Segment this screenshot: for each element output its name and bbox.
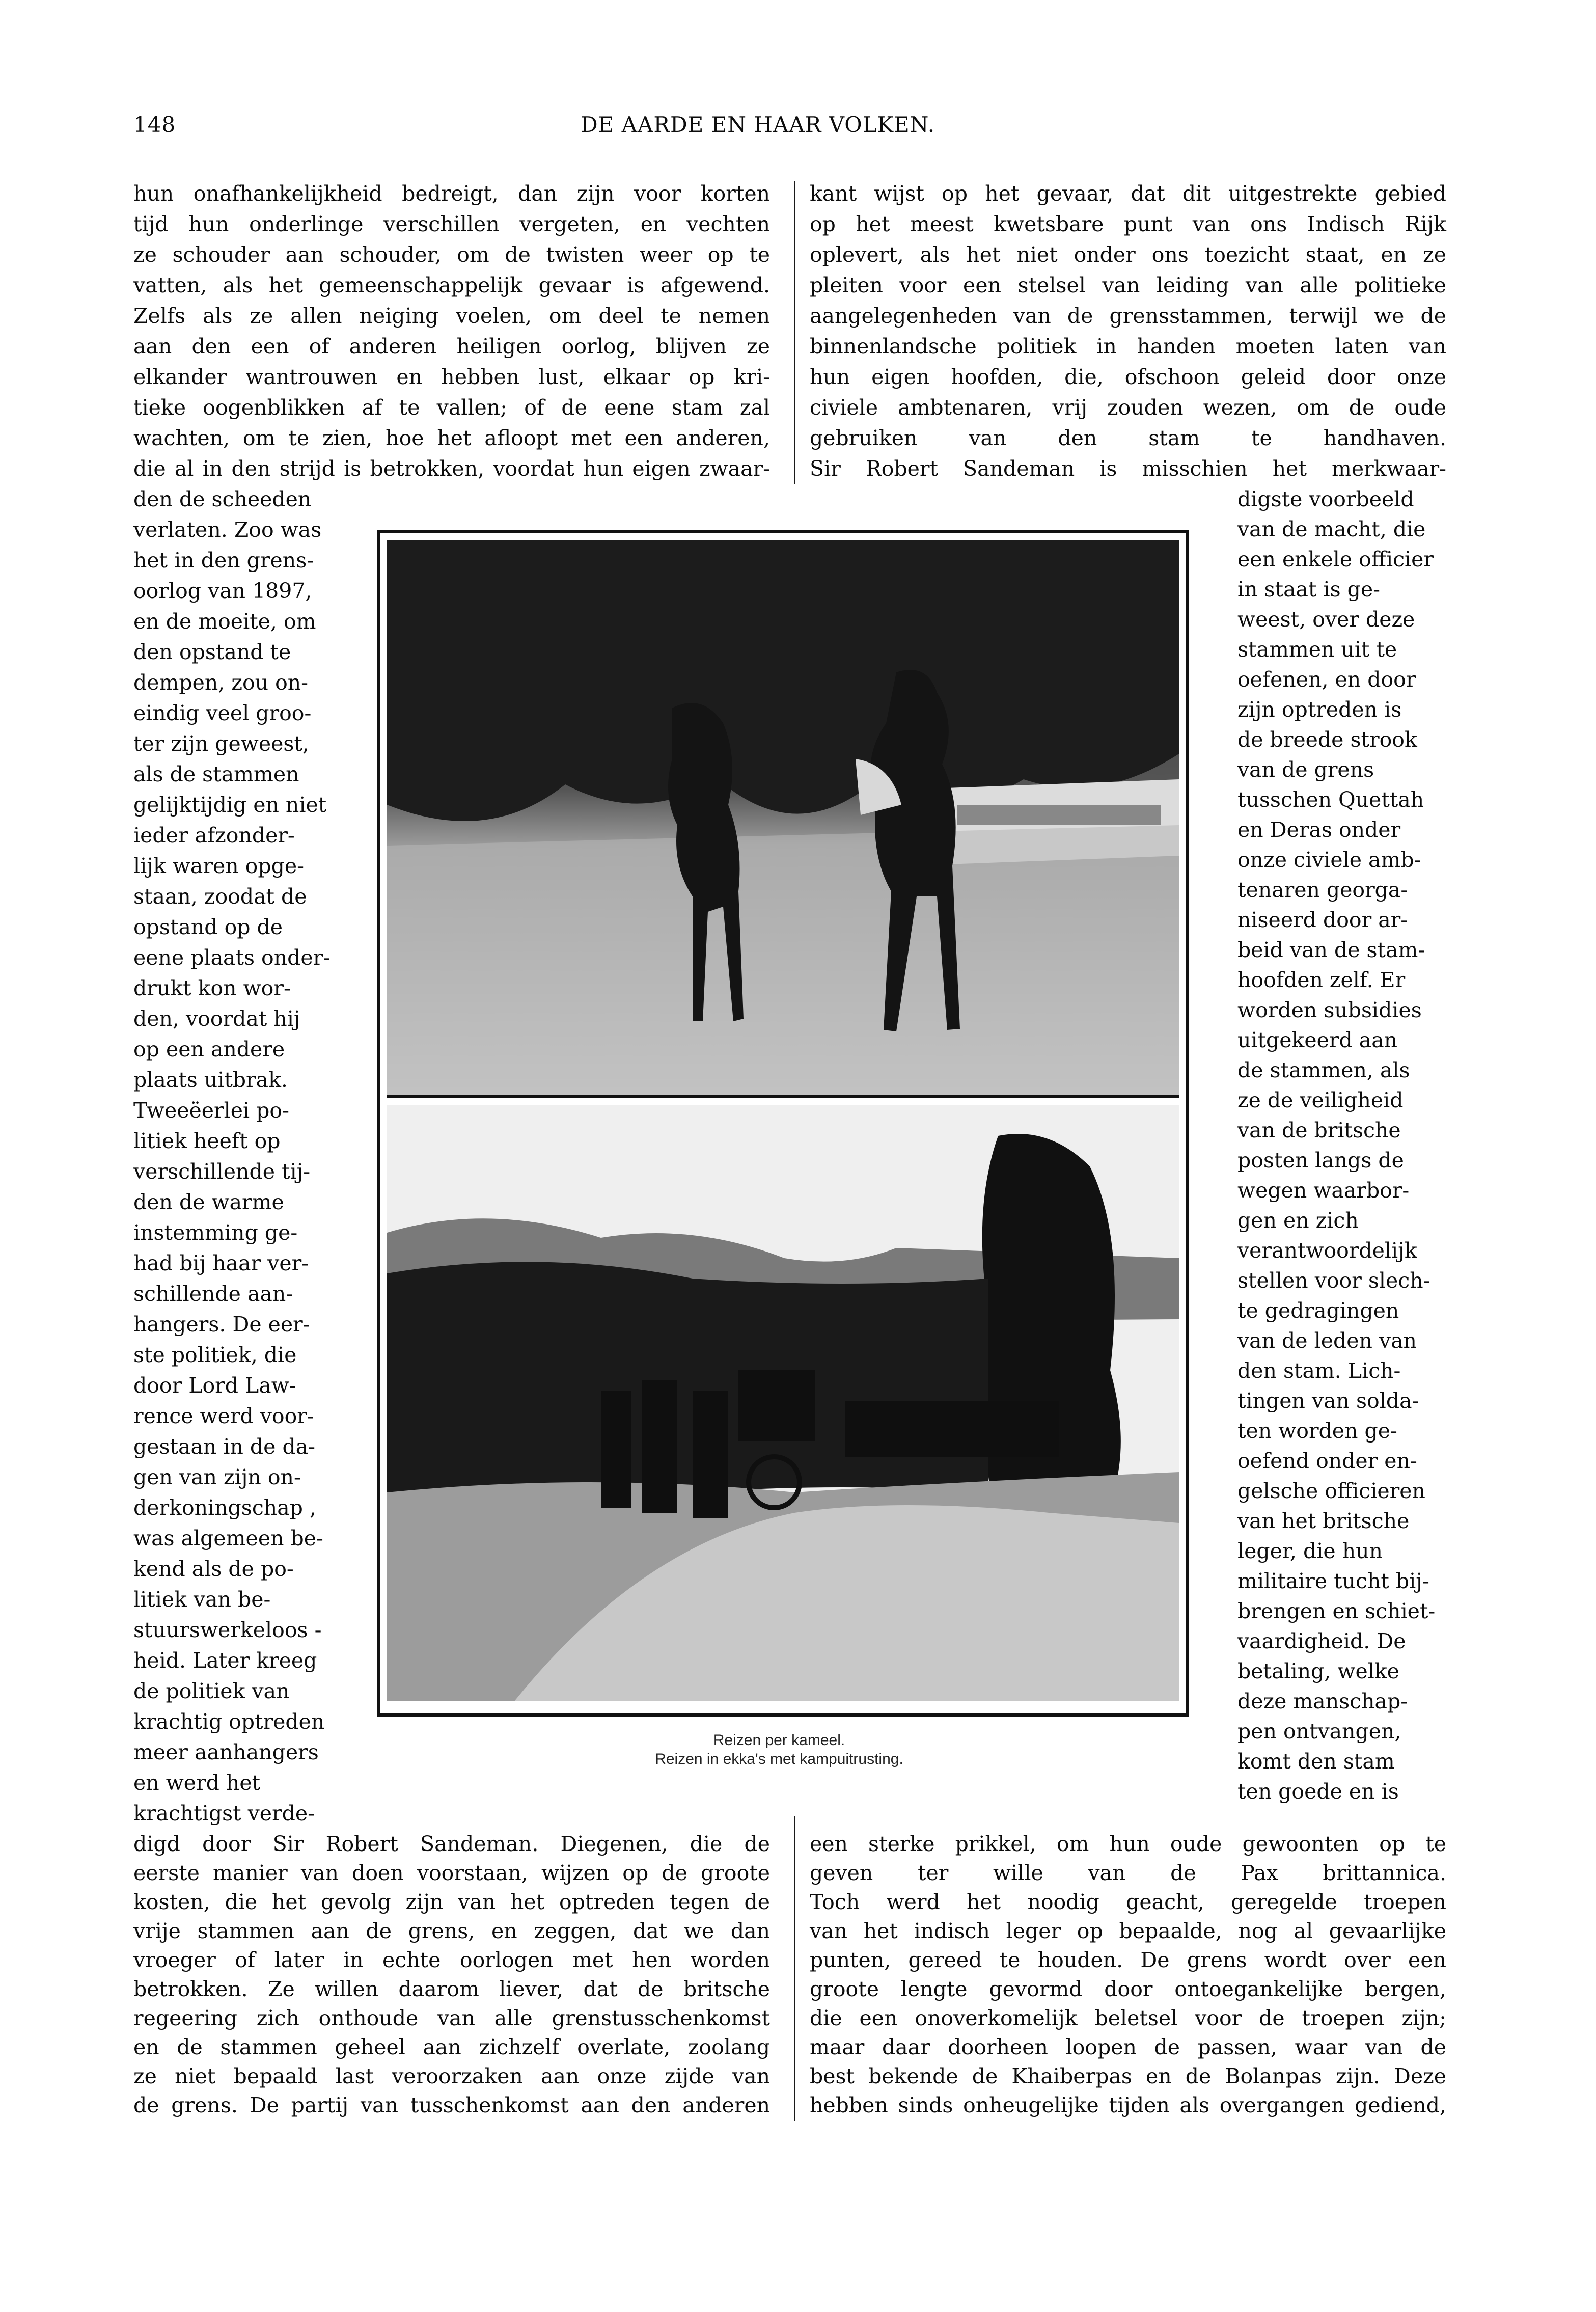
text-line: verschillende tij- (133, 1159, 311, 1184)
text-line: schillende aan- (133, 1282, 293, 1306)
text-line: hangers. De eer- (133, 1312, 310, 1337)
photo-caption-bottom: Reizen in ekka's met kampuitrusting. (655, 1751, 903, 1767)
text-line: tieke oogenblikken af te vallen; of de eene stam zal (133, 395, 770, 420)
text-line: lijk waren opge- (133, 854, 304, 878)
text-line: Sir Robert Sandeman is misschien het merkwaar- (810, 456, 1446, 481)
text-line: wachten, om te zien, hoe het afloopt met een anderen, (133, 426, 770, 450)
text-line: van het britsche (1237, 1509, 1410, 1533)
text-line: leger, die hun (1237, 1539, 1383, 1563)
text-line: pen ontvangen, (1237, 1719, 1401, 1744)
text-line: Toch werd het noodig geacht, geregelde troepen (810, 1890, 1446, 1914)
text-line: hun eigen hoofden, die, ofschoon geleid door onze (810, 365, 1446, 389)
text-line: civiele ambtenaren, vrij zouden wezen, om de oude (810, 395, 1446, 420)
text-line: militaire tucht bij- (1237, 1569, 1429, 1593)
text-line: ten goede en is (1237, 1779, 1399, 1804)
ekka-photo-image (387, 1105, 1179, 1701)
text-line: hun onafhankelijkheid bedreigt, dan zijn voor korten (133, 181, 770, 206)
text-line: kosten, die het gevolg zijn van het optreden tegen de (133, 1890, 770, 1914)
text-line: litiek van be- (133, 1587, 271, 1612)
text-line: stammen uit te (1237, 637, 1397, 662)
text-line: dempen, zou on- (133, 670, 309, 695)
text-line: had bij haar ver- (133, 1251, 309, 1275)
text-line: instemming ge- (133, 1220, 298, 1245)
text-line: stellen voor slech- (1237, 1268, 1430, 1293)
running-title: DE AARDE EN HAAR VOLKEN. (581, 112, 935, 137)
text-line: opstand op de (133, 915, 283, 939)
text-line: gelsche officieren (1237, 1479, 1425, 1503)
text-line: de politiek van (133, 1679, 290, 1703)
text-line: de stammen, als (1237, 1058, 1410, 1082)
text-line: aan den een of anderen heiligen oorlog, blijven ze (133, 334, 770, 359)
text-line: op een andere (133, 1037, 285, 1062)
text-line: vatten, als het gemeenschappelijk gevaar is afgewend. (133, 273, 770, 297)
text-line: weest, over deze (1237, 607, 1415, 632)
text-line: vaardigheid. De (1237, 1629, 1406, 1653)
text-line: van de britsche (1237, 1118, 1401, 1143)
text-line: binnenlandsche politiek in handen moeten laten van (810, 334, 1446, 359)
text-line: krachtigst verde- (133, 1801, 315, 1826)
text-line: een sterke prikkel, om hun oude gewoonten op te (810, 1832, 1446, 1856)
text-line: uitgekeerd aan (1237, 1028, 1398, 1052)
text-line: van het indisch leger op bepaalde, nog al gevaarlijke (810, 1919, 1446, 1943)
text-line: regeering zich onthoude van alle grenstusschenkomst (133, 2006, 770, 2030)
text-line: van de grens (1237, 757, 1374, 782)
text-line: de grens. De partij van tusschenkomst aan den anderen (133, 2093, 770, 2117)
text-line: ten worden ge- (1237, 1419, 1397, 1443)
text-line: onze civiele amb- (1237, 848, 1421, 872)
text-line: aangelegenheden van de grensstammen, terwijl we de (810, 304, 1446, 328)
text-line: van de leden van (1237, 1328, 1417, 1353)
text-line: niseerd door ar- (1237, 908, 1408, 932)
text-line: ze niet bepaald last veroorzaken aan onze zijde van (133, 2064, 770, 2088)
text-line: als de stammen (133, 762, 299, 786)
text-line: ter zijn geweest, (133, 731, 309, 756)
text-line: staan, zoodat de (133, 884, 307, 909)
text-line: Zelfs als ze allen neiging voelen, om deel te nemen (133, 304, 770, 328)
text-line: kant wijst op het gevaar, dat dit uitgestrekte gebied (810, 181, 1446, 206)
text-line: een enkele officier (1237, 547, 1434, 572)
photo-frame (377, 530, 1189, 1717)
text-line: oefend onder en- (1237, 1449, 1417, 1473)
text-line: en de stammen geheel aan zichzelf overlate, zoolang (133, 2035, 770, 2059)
text-line: pleiten voor een stelsel van leiding van alle politieke (810, 273, 1446, 297)
text-line: oefenen, en door (1237, 667, 1416, 692)
text-line: drukt kon wor- (133, 976, 291, 1000)
text-line: hoofden zelf. Er (1237, 968, 1406, 992)
text-line: tijd hun onderlinge verschillen vergeten, en vechten (133, 212, 770, 236)
photo-caption-top: Reizen per kameel. (713, 1732, 845, 1749)
text-line: punten, gereed te houden. De grens wordt over een (810, 1948, 1446, 1972)
text-line: en de moeite, om (133, 609, 316, 634)
text-line: oplevert, als het niet onder ons toezicht staat, en ze (810, 242, 1446, 267)
text-line: vrije stammen aan de grens, en zeggen, dat we dan (133, 1919, 770, 1943)
text-line: betaling, welke (1237, 1659, 1399, 1683)
text-line: eerste manier van doen voorstaan, wijzen op de groote (133, 1861, 770, 1885)
text-line: tingen van solda- (1237, 1389, 1419, 1413)
text-line: de breede strook (1237, 727, 1417, 752)
text-line: oorlog van 1897, (133, 579, 312, 603)
text-line: brengen en schiet- (1237, 1599, 1436, 1623)
text-line: die al in den strijd is betrokken, voordat hun eigen zwaar- (133, 456, 770, 481)
text-line: tenaren georga- (1237, 878, 1408, 902)
text-line: deze manschap- (1237, 1689, 1408, 1713)
text-line: den de warme (133, 1190, 284, 1214)
text-line: betrokken. Ze willen daarom liever, dat de britsche (133, 1977, 770, 2001)
text-line: en werd het (133, 1771, 261, 1795)
camel-photo-image (387, 540, 1179, 1095)
text-line: komt den stam (1237, 1749, 1395, 1774)
text-line: beid van de stam- (1237, 938, 1425, 962)
text-line: best bekende de Khaiberpas en de Bolanpas zijn. Deze (810, 2064, 1446, 2088)
text-line: posten langs de (1237, 1148, 1404, 1173)
text-line: meer aanhangers (133, 1740, 319, 1764)
text-line: en Deras onder (1237, 818, 1401, 842)
text-line: gen van zijn on- (133, 1465, 301, 1489)
text-line: gestaan in de da- (133, 1434, 315, 1459)
text-line: krachtig optreden (133, 1709, 325, 1734)
text-line: ieder afzonder- (133, 823, 295, 848)
text-line: Tweeëerlei po- (133, 1098, 289, 1123)
text-line: den opstand te (133, 640, 291, 664)
text-line: digd door Sir Robert Sandeman. Diegenen, die de (133, 1832, 770, 1856)
column-divider-top (794, 181, 795, 484)
text-line: verlaten. Zoo was (133, 518, 322, 542)
text-line: vroeger of later in echte oorlogen met hen worden (133, 1948, 770, 1972)
text-line: ste politiek, die (133, 1343, 297, 1367)
text-line: eindig veel groo- (133, 701, 312, 725)
text-line: verantwoordelijk (1237, 1238, 1417, 1263)
text-line: den, voordat hij (133, 1007, 300, 1031)
ekka-photo (387, 1105, 1179, 1701)
text-line: maar daar doorheen loopen de passen, waar van de (810, 2035, 1446, 2059)
text-line: worden subsidies (1237, 998, 1422, 1022)
text-line: zijn optreden is (1237, 697, 1402, 722)
text-line: te gedragingen (1237, 1298, 1399, 1323)
text-line: gebruiken van den stam te handhaven. (810, 426, 1446, 450)
text-line: stuurswerkeloos - (133, 1618, 322, 1642)
page-number: 148 (133, 112, 176, 137)
text-line: die een onoverkomelijk beletsel voor de troepen zijn; (810, 2006, 1446, 2030)
column-divider-bottom (794, 1816, 795, 2121)
text-line: tusschen Quettah (1237, 787, 1424, 812)
text-line: door Lord Law- (133, 1373, 296, 1398)
text-line: litiek heeft op (133, 1129, 281, 1153)
text-line: derkoningschap , (133, 1495, 316, 1520)
text-line: den de scheeden (133, 487, 312, 511)
text-line: kend als de po- (133, 1557, 294, 1581)
text-line: ze de veiligheid (1237, 1088, 1404, 1112)
text-line: was algemeen be- (133, 1526, 323, 1551)
camel-photo (387, 540, 1179, 1098)
text-line: in staat is ge- (1237, 577, 1381, 602)
text-line: ze schouder aan schouder, om de twisten weer op te (133, 242, 770, 267)
text-line: gen en zich (1237, 1208, 1359, 1233)
text-line: plaats uitbrak. (133, 1068, 288, 1092)
text-line: eene plaats onder- (133, 945, 331, 970)
text-line: rence werd voor- (133, 1404, 314, 1428)
text-line: heid. Later kreeg (133, 1648, 317, 1673)
text-line: het in den grens- (133, 548, 314, 573)
text-line: elkander wantrouwen en hebben lust, elkaar op kri- (133, 365, 770, 389)
text-line: den stam. Lich- (1237, 1358, 1401, 1383)
text-line: geven ter wille van de Pax brittannica. (810, 1861, 1446, 1885)
text-line: wegen waarbor- (1237, 1178, 1410, 1203)
text-line: hebben sinds onheugelijke tijden als overgangen gediend, (810, 2093, 1446, 2117)
text-line: van de macht, die (1237, 517, 1426, 541)
text-line: digste voorbeeld (1237, 487, 1414, 511)
text-line: gelijktijdig en niet (133, 793, 327, 817)
text-line: groote lengte gevormd door ontoegankelijke bergen, (810, 1977, 1446, 2001)
text-line: op het meest kwetsbare punt van ons Indisch Rijk (810, 212, 1446, 236)
